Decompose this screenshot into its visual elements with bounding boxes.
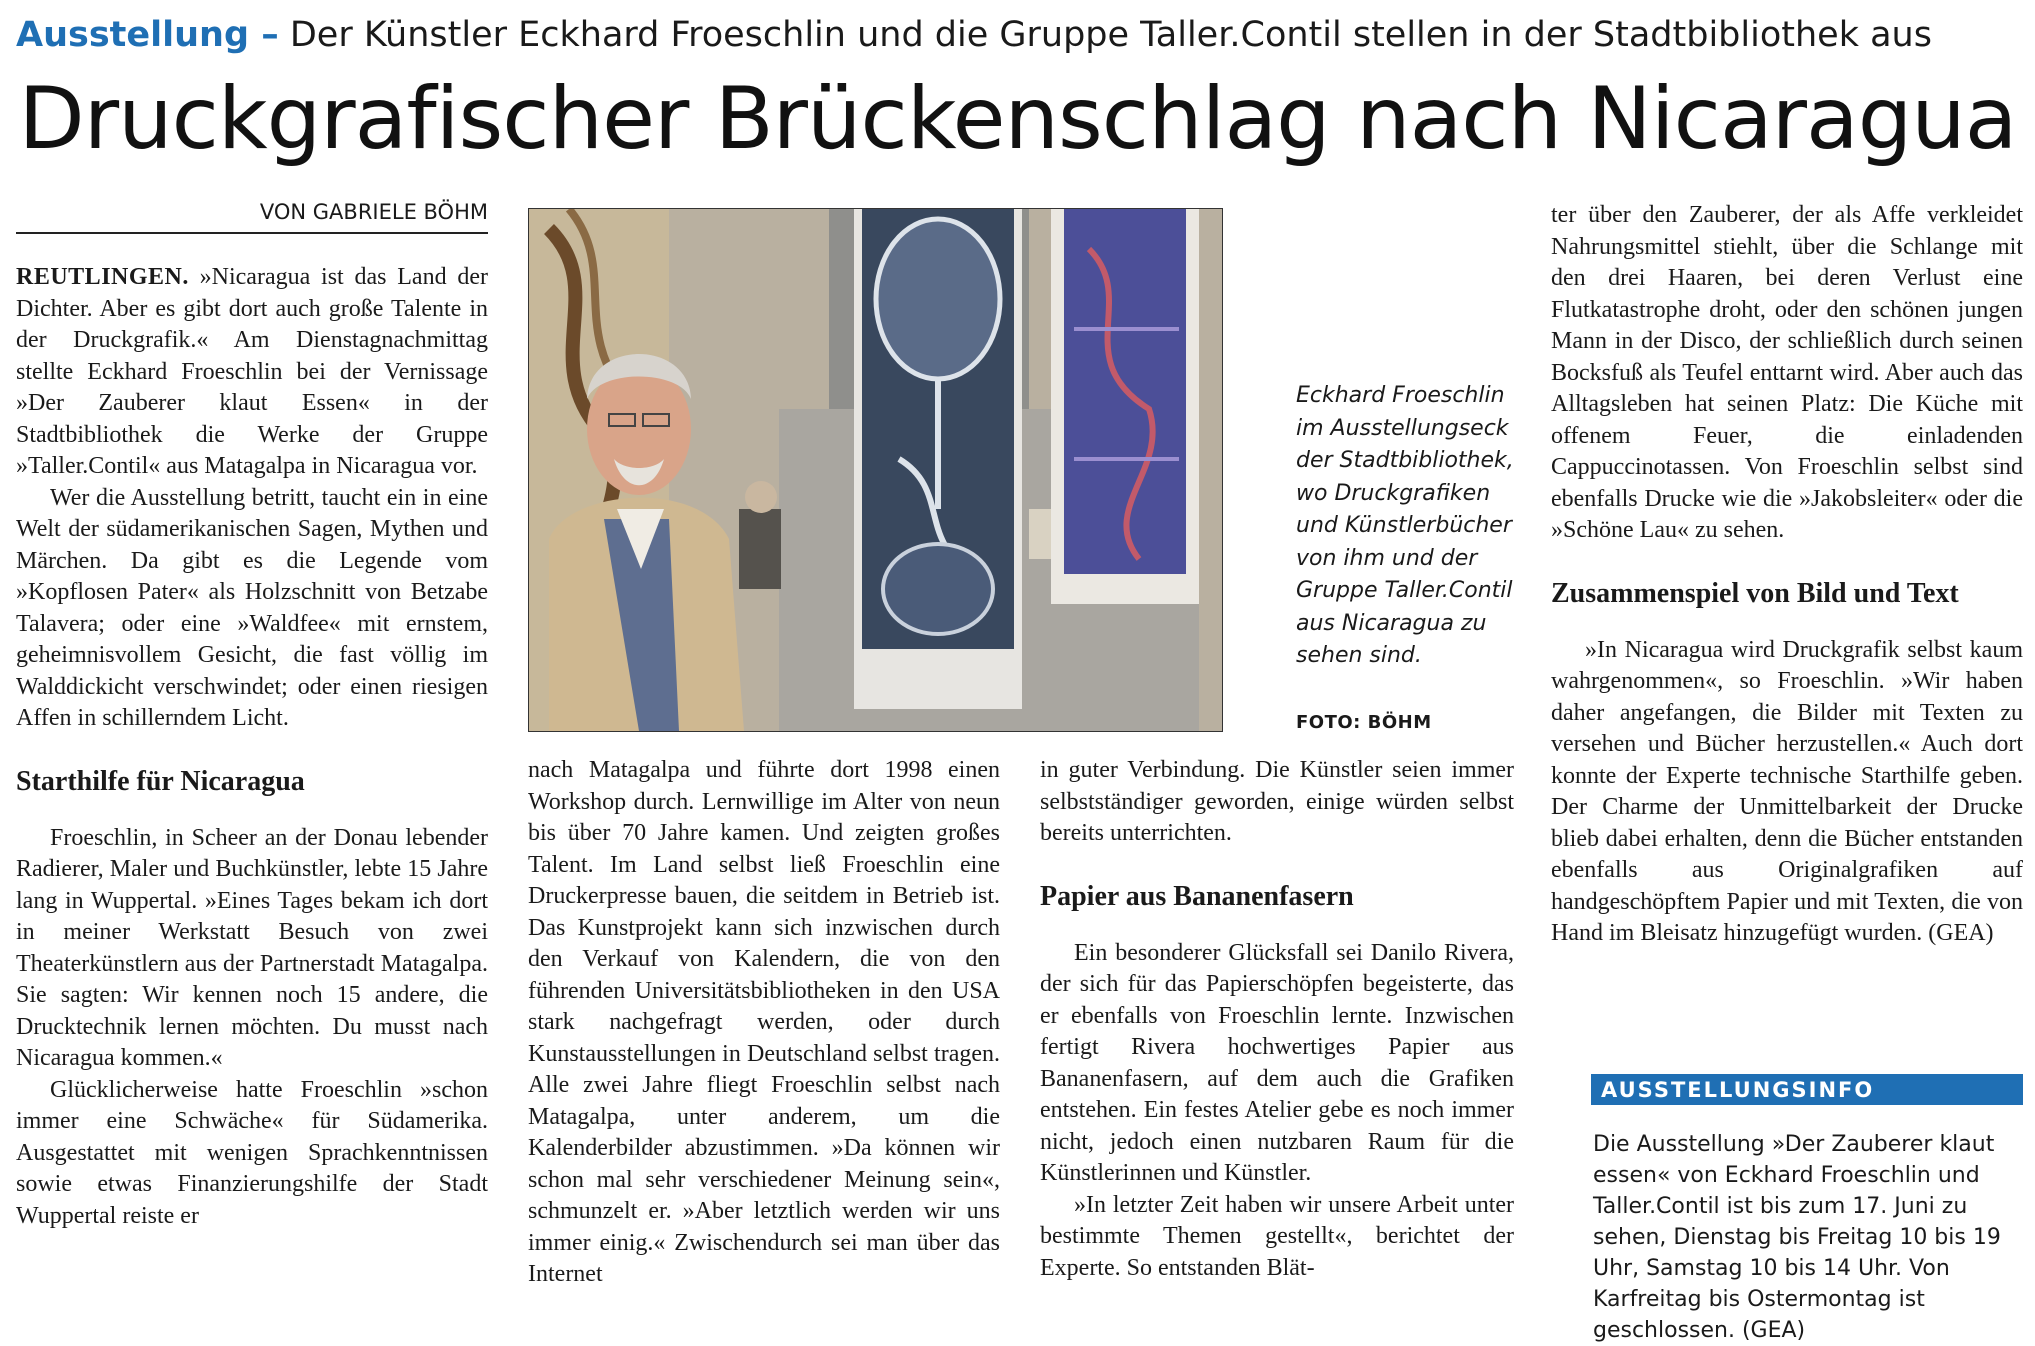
article-photo	[528, 208, 1223, 732]
column-1	[16, 262, 488, 1232]
paragraph: Froeschlin, in Scheer an der Donau lebender Radierer, Maler und Buchkünstler, lebte 15 Jahre lang in Wuppertal. »Eines Tages bekam ich dort in meiner Werkstatt Besuch von zwei Theaterkünstlern aus der Partnerstadt Matagalpa. Sie sagten: Wir kennen noch 15 andere, die Drucktechnik lernen möchten. Du musst nach Nicaragua kommen.«	[16, 824, 488, 1071]
photo-credit: FOTO: BÖHM	[1296, 712, 1432, 733]
paragraph: Glücklicherweise hatte Froeschlin »schon immer eine Schwäche« für Südamerika. Ausgestattet mit wenigen Sprachkenntnissen sowie etwas Finanzierungshilfe der Stadt Wuppertal reiste er	[16, 1076, 488, 1229]
headline: Druckgrafischer Brückenschlag nach Nicaragua	[18, 69, 2017, 169]
subhead: Papier aus Bananenfasern	[1040, 880, 1354, 912]
paragraph	[16, 262, 488, 483]
kicker	[16, 12, 2016, 58]
photo-caption: Eckhard Froeschlin im Ausstellungseck der Stadtbibliothek, wo Druckgrafiken und Künstlerbücher von ihm und der Gruppe Taller.Contil aus Nicaragua zu sehen sind.	[1296, 383, 1514, 668]
kicker-label: Ausstellung –	[16, 15, 279, 55]
info-box-body: Die Ausstellung »Der Zauberer klaut essen« von Eckhard Froeschlin und Taller.Contil ist bis zum 17. Juni zu sehen, Dienstag bis Freitag 10 bis 19 Uhr, Samstag 10 bis 14 Uhr. Von Karfreitag bis Ostermontag ist geschlossen. (GEA)	[1593, 1132, 2001, 1343]
paragraph: in guter Verbindung. Die Künstler seien immer selbstständiger geworden, einige würden selbst bereits unterrichten.	[1040, 757, 1514, 846]
info-box-title: AUSSTELLUNGSINFO	[1591, 1074, 2023, 1105]
subhead: Zusammenspiel von Bild und Text	[1551, 577, 1959, 609]
paragraph: »In letzter Zeit haben wir unsere Arbeit unter bestimmte Themen gestellt«, berichtet der Experte. So entstanden Blät-	[1040, 1191, 1514, 1281]
kicker-text: Der Künstler Eckhard Froeschlin und die Gruppe Taller.Contil stellen in der Stadtbibliothek aus	[278, 15, 1932, 55]
paragraph: ter über den Zauberer, der als Affe verkleidet Nahrungsmittel stiehlt, über die Schlange mit den drei Haaren, bei deren Verlust eine Flutkatastrophe droht, oder den schönen jungen Mann in der Disco, der schließlich durch seinen Bocksfuß als Teufel enttarnt wird. Aber auch das Alltagsleben hat seinen Platz: Die Küche mit offenem Feuer, die einladenden Cappuccinotassen. Von Froeschlin selbst sind ebenfalls Drucke wie die »Jakobsleiter« oder die »Schöne Lau« zu sehen.	[1551, 202, 2023, 543]
photo-illustration	[529, 209, 1222, 731]
paragraph-text: »Nicaragua ist das Land der Dichter. Aber es gibt dort auch große Talente in der Druckgrafik.« Am Dienstagnachmittag stellte Eckhard Froeschlin bei der Vernissage »Der Zauberer klaut Essen« in der Stadtbibliothek die Werke der Gruppe »Taller.Contil« aus Matagalpa in Nicaragua vor.	[16, 264, 488, 479]
byline: VON GABRIELE BÖHM	[16, 200, 488, 234]
dateline: REUTLINGEN.	[16, 264, 189, 290]
column-2	[528, 755, 1000, 1291]
column-4	[1551, 200, 2023, 950]
subhead: Starthilfe für Nicaragua	[16, 765, 305, 797]
info-box	[1591, 1074, 2023, 1346]
paragraph: »In Nicaragua wird Druckgrafik selbst kaum wahrgenommen«, so Froeschlin. »Wir haben daher angefangen, die Bilder mit Texten zu versehen und Bücher herzustellen.« Auch dort konnte der Experte technische Starthilfe geben. Der Charme der Unmittelbarkeit der Drucke blieb dabei erhalten, denn die Bücher entstanden ebenfalls aus Originalgrafiken auf handgeschöpftem Papier und mit Texten, die von Hand im Bleisatz hinzugefügt wurden. (GEA)	[1551, 636, 2023, 946]
paragraph: nach Matagalpa und führte dort 1998 einen Workshop durch. Lernwillige im Alter von neun bis über 70 Jahre kamen. Und zeigten großes Talent. Im Land selbst ließ Froeschlin eine Druckerpresse bauen, die seitdem in Betrieb ist. Das Kunstprojekt kann sich inzwischen durch den Verkauf von Kalendern, die von den führenden Universitätsbibliotheken in den USA stark nachgefragt werden, oder durch Kunstausstellungen in Deutschland selbst tragen. Alle zwei Jahre fliegt Froeschlin selbst nach Matagalpa, unter anderem, um die Kalenderbilder abzustimmen. »Da können wir schon mal sehr verschiedener Meinung sein«, schmunzelt er. »Aber letztlich werden wir uns immer einig.« Zwischendurch sei man über das Internet	[528, 757, 1000, 1287]
column-3	[1040, 755, 1514, 1284]
paragraph: Wer die Ausstellung betritt, taucht ein in eine Welt der südamerikanischen Sagen, Mythen und Märchen. Da gibt es die Legende vom »Kopflosen Pater« als Holzschnitt von Betzabe Talavera; oder eine »Waldfee« mit ernstem, geheimnisvollem Gesicht, die fast völlig im Walddickicht verschwindet; oder einen riesigen Affen in schillerndem Licht.	[16, 484, 488, 731]
paragraph: Ein besonderer Glücksfall sei Danilo Rivera, der sich für das Papierschöpfen begeisterte, das er ebenfalls von Froeschlin lernte. Inzwischen fertigt Rivera hochwertiges Papier aus Bananenfasern, auf dem auch die Grafiken entstehen. Ein festes Atelier gebe es noch immer nicht, jedoch einen nutzbaren Raum für die Künstlerinnen und Künstler.	[1040, 939, 1514, 1186]
